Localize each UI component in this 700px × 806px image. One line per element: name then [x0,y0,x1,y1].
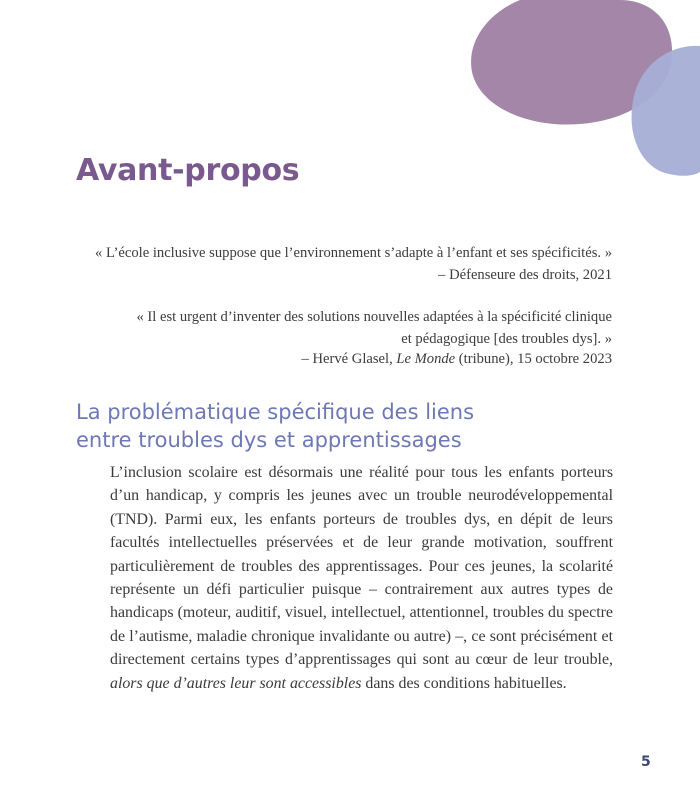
page-title: Avant-propos [76,153,300,188]
epigraph-1-quote: « L’école inclusive suppose que l’environnement s’adapte à l’enfant et ses spécificités. » [95,245,612,261]
attribution-details: (tribune), 15 octobre 2023 [455,351,612,367]
section-heading-line-2: entre troubles dys et apprentissages [76,428,462,452]
page-number: 5 [641,754,651,770]
body-paragraph [110,461,613,695]
attribution-author: – Hervé Glasel, [301,351,397,367]
epigraph-2-quote-line-2: et pédagogique [des troubles dys]. » [401,331,612,347]
body-text-italic: alors que d’autres leur sont accessibles [110,674,362,692]
section-heading [76,398,474,454]
body-text-main: L’inclusion scolaire est désormais une réalité pour tous les enfants porteurs d’un handicap, y compris les jeunes avec un trouble neurodéveloppemental (TND). Parmi eux, les enfants porteurs de troubles dys, en dépit de leurs facultés intellectuelles préservées et de leur grande motivation, souffrent particulièrement de troubles des apprentissages. Pour ces jeunes, la scolarité représente un défi particulier puisque – contrairement aux autres types de handicaps (moteur, auditif, visuel, intellectuel, attentionnel, troubles du spectre de l’autisme, maladie chronique invalidante ou autre) –, ce sont précisément et directement certains types d’apprentissages qui sont au cœur de leur trouble, [110,464,613,669]
epigraph-2-attribution [302,351,612,368]
body-text-end: dans des conditions habituelles. [361,674,567,692]
section-heading-line-1: La problématique spécifique des liens [76,400,475,424]
attribution-source: Le Monde [396,351,456,367]
epigraph-1-attribution: – Défenseure des droits, 2021 [438,267,612,283]
epigraph-2-quote-line-1: « Il est urgent d’inventer des solutions nouvelles adaptées à la spécificité clinique [136,309,612,325]
